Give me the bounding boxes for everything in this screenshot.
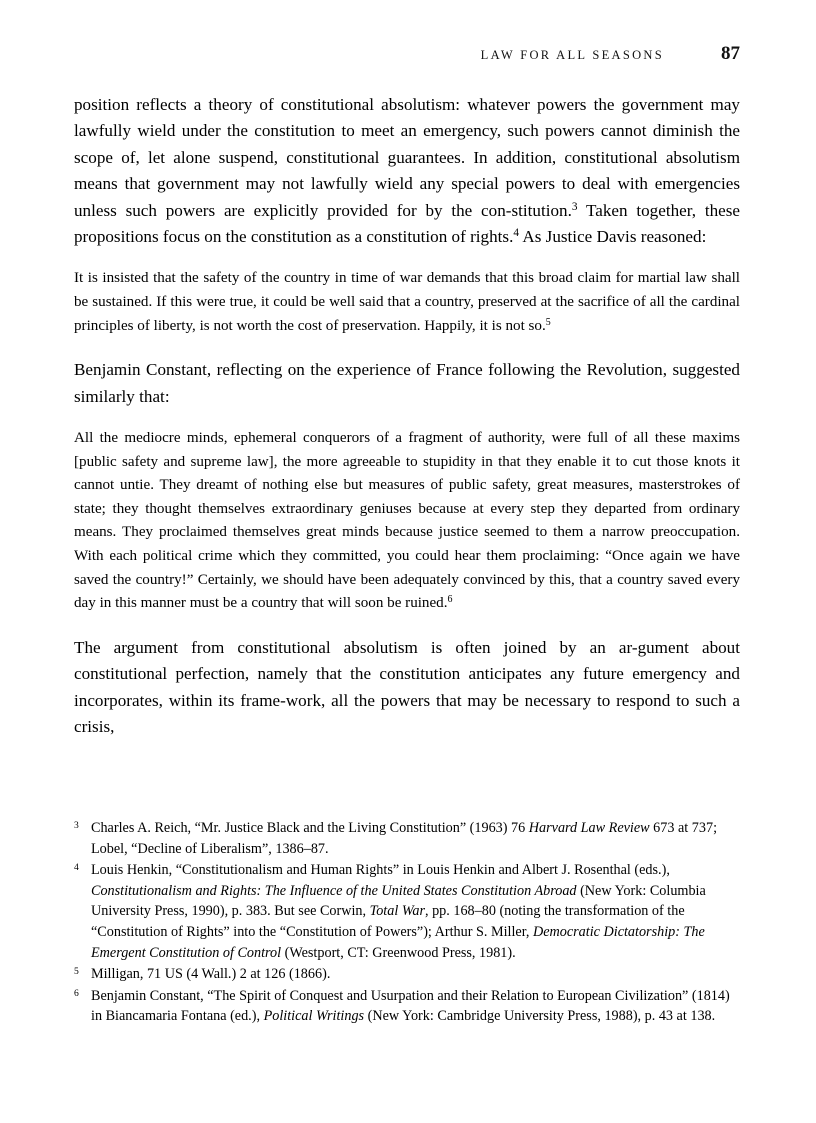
- footnote-ref-4[interactable]: 4: [513, 227, 520, 240]
- footnote-item: [74, 818, 740, 859]
- footnote-item: [74, 860, 740, 963]
- page-number: 87: [721, 43, 740, 64]
- footnote-title-italic: Total War: [369, 903, 425, 920]
- footnote-text-run: Charles A. Reich, “Mr. Justice Black and the Living Constitution” (1963) 76: [91, 820, 529, 836]
- paragraph-opening: [74, 92, 740, 250]
- footnote-title-italic: Political Writings: [263, 1008, 365, 1025]
- text-column: [74, 92, 740, 740]
- paragraph-opening-text-b: Taken together, these propositions focus on the constitution as a constitution of rights.: [74, 200, 740, 247]
- blockquote-davis-text: It is insisted that the safety of the country in time of war demands that this broad claim for martial law shall be sustained. If this were true, it could be well said that a country, preserved at the sacrifice of all the cardinal principles of liberty, is not worth the cost of preservation. Happily, it is not so.: [74, 270, 740, 334]
- paragraph-constant-intro: Benjamin Constant, reflecting on the experience of France following the Revolution, suggested similarly that:: [74, 360, 740, 406]
- footnote-number: 3: [74, 820, 79, 831]
- footnote-text-run: Milligan, 71 US (4 Wall.) 2 at 126 (1866).: [91, 966, 331, 983]
- running-head-title: LAW FOR ALL SEASONS: [480, 48, 664, 62]
- footnote-ref-3[interactable]: 3: [571, 200, 578, 213]
- blockquote-constant-text: All the mediocre minds, ephemeral conquerors of a fragment of authority, were full of all these maxims [public safety and supreme law], the more agreeable to stupidity in that they enable it to cut those knots it cannot untie. They dreamt of nothing else but measures of public safety, great measures, masterstrokes of state; they thought themselves extraordinary geniuses because at every step they departed from ordinary means. They proclaimed themselves great minds because justice seemed to them a narrow preoccupation. With each political crime which they committed, you could hear them proclaiming: “Once again we have saved the country!” Certainly, we should have been adequately convinced by this, that a country saved every day in this manner must be a country that will soon be ruined.: [74, 430, 740, 612]
- paragraph-closing: The argument from constitutional absolutism is often joined by an ar-gument about constitutional perfection, namely that the constitution anticipates any future emergency and incorporates, within its frame-work, all the powers that may be necessary to respond to such a crisis,: [74, 637, 740, 736]
- footnote-text-run: (New York: Cambridge University Press, 1988), p. 43 at 138.: [364, 1008, 716, 1025]
- footnote-number: 6: [74, 987, 79, 999]
- footnote-text-run: , pp. 168–80 (noting the transformation of the “Constitution of Rights” into the “Constitution of Powers”); Arthur S. Miller,: [91, 903, 685, 940]
- paragraph-opening-text-a: position reflects a theory of constitutional absolutism: whatever powers the government may lawfully wield under the constitution to meet an emergency, such powers cannot diminish the scope of, let alone suspend, constitutional guarantees. In addition, constitutional absolutism means that government may not lawfully wield any special powers to deal with emergencies unless such powers are explicitly provided for by the con-stitution.: [74, 95, 740, 220]
- footnote-item: [74, 986, 740, 1027]
- footnote-text: [91, 862, 706, 960]
- footnote-text-run: Benjamin Constant, “The Spirit of Conquest and Usurpation and their Relation to European Civilization” (1814) in Biancamaria Fontana (ed.),: [91, 987, 730, 1025]
- footnote-text: [91, 966, 330, 982]
- blockquote-davis: [74, 267, 740, 338]
- footnote-item: [74, 964, 740, 985]
- footnote-text-run: 673 at 737; Lobel, “Decline of Liberalism”, 1386–87.: [91, 820, 718, 857]
- footnote-text-run: (Westport, CT: Greenwood Press, 1981).: [281, 944, 516, 961]
- footnote-title-italic: Democratic Dictatorship: The Emergent Constitution of Control: [91, 923, 705, 961]
- running-header: [74, 43, 740, 70]
- footnote-ref-6[interactable]: 6: [447, 594, 453, 606]
- footnote-title-italic: Constitutionalism and Rights: The Influence of the United States Constitution Abroad: [91, 882, 577, 899]
- footnote-text: [91, 988, 730, 1025]
- blockquote-constant: [74, 427, 740, 616]
- footnote-text-run: Louis Henkin, “Constitutionalism and Human Rights” in Louis Henkin and Albert J. Rosenthal (eds.),: [91, 862, 670, 879]
- paragraph-opening-text-c: As Justice Davis reasoned:: [519, 227, 707, 247]
- footnote-text-run: (New York: Columbia University Press, 1990), p. 383. But see Corwin,: [91, 882, 706, 920]
- footnote-text: [91, 820, 717, 857]
- footnote-number: 5: [74, 966, 79, 978]
- footnote-ref-5[interactable]: 5: [545, 316, 551, 328]
- footnote-title-italic: Harvard Law Review: [528, 820, 650, 836]
- footnote-number: 4: [74, 862, 79, 874]
- footnote-section: [74, 818, 740, 1028]
